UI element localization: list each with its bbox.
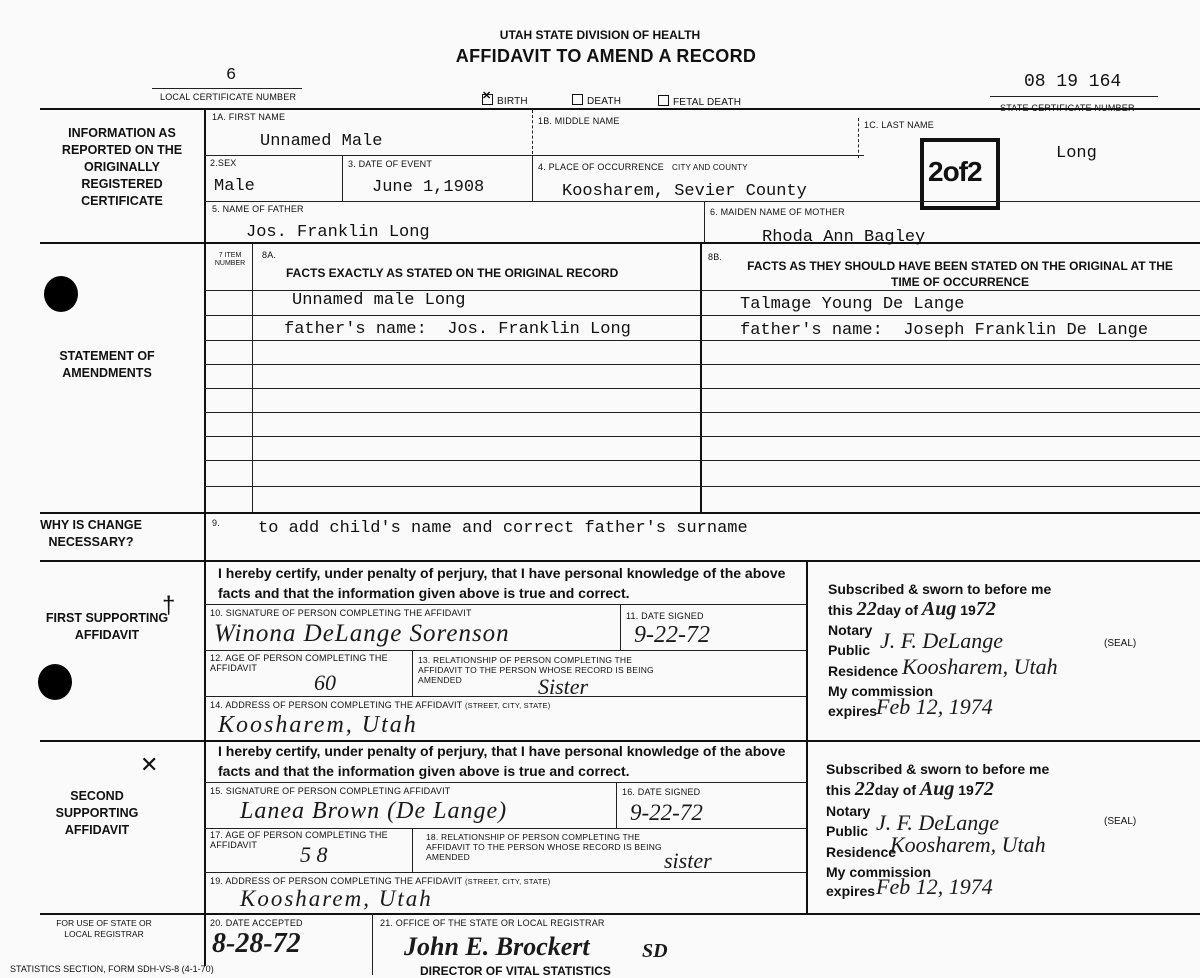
second-seal: (SEAL) xyxy=(1104,816,1137,827)
second-notary-sworn: Subscribed & sworn to before me xyxy=(826,761,1050,777)
second-residence-label: Residence xyxy=(826,844,897,860)
first-affidavit-section-label: FIRST SUPPORTING AFFIDAVIT xyxy=(45,611,169,642)
first-signature: Winona DeLange Sorenson xyxy=(214,620,510,647)
second-relationship: sister xyxy=(664,848,712,873)
second-address: Koosharem, Utah xyxy=(240,886,433,911)
amendment-row-1-original: Unnamed male Long xyxy=(292,291,466,310)
record-type-fetal-death[interactable]: FETAL DEATH xyxy=(658,95,741,108)
second-public-label: Public xyxy=(826,823,869,839)
page-stamp: 2of2 xyxy=(920,138,1000,210)
col-a-header: FACTS EXACTLY AS STATED ON THE ORIGINAL RECORD xyxy=(286,266,619,280)
col-b-header: FACTS AS THEY SHOULD HAVE BEEN STATED ON THE ORIGINAL AT THE TIME OF OCCURRENCE xyxy=(747,259,1173,289)
registrar-section-label: FOR USE OF STATE OR LOCAL REGISTRAR xyxy=(56,918,152,939)
local-cert-label: LOCAL CERTIFICATE NUMBER xyxy=(160,92,297,102)
first-name-value: Unnamed Male xyxy=(260,132,383,151)
item-number-label: 7 ITEM NUMBER xyxy=(214,252,246,267)
col-b-number: 8B. xyxy=(708,252,723,262)
first-address: Koosharem, Utah xyxy=(218,712,418,738)
registrar-signature: John E. Brockert xyxy=(404,932,590,961)
second-date-label: 16. DATE SIGNED xyxy=(622,787,701,797)
fetal-death-checkbox[interactable] xyxy=(658,95,669,106)
agency-name: UTAH STATE DIVISION OF HEALTH xyxy=(499,28,701,42)
first-notary-label: Notary xyxy=(828,622,873,638)
second-notary-label: Notary xyxy=(826,803,871,819)
second-notary-date: this 22day of Aug 1972 xyxy=(826,778,994,800)
first-name-label: 1A. FIRST NAME xyxy=(212,112,286,122)
first-notary-sworn: Subscribed & sworn to before me xyxy=(828,581,1052,597)
second-expires: Feb 12, 1974 xyxy=(876,874,993,899)
second-certify-text: I hereby certify, under penalty of perjury, that I have personal knowledge of the above facts and that the information given above is true and correct. xyxy=(218,743,786,779)
original-info-section-label: INFORMATION AS REPORTED ON THE ORIGINALLY REGISTERED CERTIFICATE xyxy=(61,126,183,208)
first-notary-date: this 22day of Aug 1972 xyxy=(828,598,996,620)
last-name-label: 1C. LAST NAME xyxy=(864,120,934,130)
first-signature-label: 10. SIGNATURE OF PERSON COMPLETING THE AFFIDAVIT xyxy=(210,608,472,618)
second-relationship-label: 18. RELATIONSHIP OF PERSON COMPLETING THE AFFIDAVIT TO THE PERSON WHOSE RECORD IS BEING AMENDED xyxy=(426,832,662,862)
punch-hole-bottom xyxy=(38,664,72,700)
second-date-signed: 9-22-72 xyxy=(630,800,703,825)
first-relationship: Sister xyxy=(538,674,589,699)
father-name-value: Jos. Franklin Long xyxy=(246,223,430,242)
reason-text: to add child's name and correct father's surname xyxy=(258,519,748,538)
registrar-office-label: 21. OFFICE OF THE STATE OR LOCAL REGISTRAR xyxy=(380,918,605,928)
record-type-birth[interactable]: ✕BIRTH xyxy=(482,94,528,107)
first-date-signed: 9-22-72 xyxy=(634,622,710,648)
punch-hole-top xyxy=(44,276,78,312)
first-relationship-label: 13. RELATIONSHIP OF PERSON COMPLETING THE AFFIDAVIT TO THE PERSON WHOSE RECORD IS BEING AMENDED xyxy=(418,655,654,685)
place-value: Koosharem, Sevier County xyxy=(562,182,807,201)
second-notary-signature: J. F. DeLange xyxy=(876,810,1000,835)
date-of-event-value: June 1,1908 xyxy=(372,178,485,197)
form-id: STATISTICS SECTION, FORM SDH-VS-8 (4-1-70) xyxy=(10,964,214,974)
second-residence: Koosharem, Utah xyxy=(890,832,1046,857)
first-residence-label: Residence xyxy=(828,663,899,679)
first-public-label: Public xyxy=(828,642,871,658)
state-cert-label: STATE CERTIFICATE NUMBER xyxy=(1000,103,1135,113)
place-label: 4. PLACE OF OCCURRENCE CITY AND COUNTY xyxy=(538,162,748,172)
second-age-label: 17. AGE OF PERSON COMPLETING THE AFFIDAVIT xyxy=(210,830,388,850)
second-expires-label: expires xyxy=(826,883,876,899)
form-title: AFFIDAVIT TO AMEND A RECORD xyxy=(455,46,757,66)
mother-name-value: Rhoda Ann Bagley xyxy=(762,228,926,247)
first-age-label: 12. AGE OF PERSON COMPLETING THE AFFIDAVIT xyxy=(210,653,388,673)
first-residence: Koosharem, Utah xyxy=(902,654,1058,679)
date-accepted-label: 20. DATE ACCEPTED xyxy=(210,918,303,928)
first-expires-label: expires xyxy=(828,703,878,719)
second-signature: Lanea Brown (De Lange) xyxy=(240,798,508,824)
first-seal: (SEAL) xyxy=(1104,638,1137,649)
second-age: 5 8 xyxy=(300,842,328,867)
state-cert-number: 08 19 164 xyxy=(1024,72,1122,92)
first-commission-label: My commission xyxy=(828,683,934,699)
mark-cross-1: † xyxy=(162,592,176,619)
mother-name-label: 6. MAIDEN NAME OF MOTHER xyxy=(710,207,845,217)
date-of-event-label: 3. DATE OF EVENT xyxy=(348,159,433,169)
registrar-title: DIRECTOR OF VITAL STATISTICS xyxy=(420,964,611,978)
date-accepted: 8-28-72 xyxy=(212,928,301,959)
first-date-label: 11. DATE SIGNED xyxy=(626,611,704,621)
second-commission-label: My commission xyxy=(826,864,932,880)
second-affidavit-section-label: SECOND SUPPORTING AFFIDAVIT xyxy=(55,789,139,837)
sex-value: Male xyxy=(214,177,255,196)
death-checkbox[interactable] xyxy=(572,94,583,105)
second-signature-label: 15. SIGNATURE OF PERSON COMPLETING AFFIDAVIT xyxy=(210,786,451,796)
reason-number: 9. xyxy=(212,518,220,528)
col-a-number: 8A. xyxy=(262,250,277,260)
first-notary-signature: J. F. DeLange xyxy=(880,628,1004,653)
first-expires: Feb 12, 1974 xyxy=(876,694,993,719)
reason-section-label: WHY IS CHANGE NECESSARY? xyxy=(40,518,142,549)
last-name-value: Long xyxy=(1056,144,1097,163)
amendment-row-2-corrected: father's name: Joseph Franklin De Lange xyxy=(740,321,1149,340)
first-age: 60 xyxy=(314,670,336,695)
local-cert-number: 6 xyxy=(226,66,237,85)
middle-name-label: 1B. MIDDLE NAME xyxy=(538,116,620,126)
first-certify-text: I hereby certify, under penalty of perjury, that I have personal knowledge of the above facts and that the information given above is true and correct. xyxy=(218,565,786,601)
second-address-label: 19. ADDRESS OF PERSON COMPLETING THE AFFIDAVIT (STREET, CITY, STATE) xyxy=(210,876,551,886)
first-address-label: 14. ADDRESS OF PERSON COMPLETING THE AFFIDAVIT (STREET, CITY, STATE) xyxy=(210,700,551,710)
father-name-label: 5. NAME OF FATHER xyxy=(212,204,304,214)
birth-checkbox[interactable] xyxy=(482,94,493,105)
sex-label: 2.SEX xyxy=(210,158,237,168)
amendment-row-2-original: father's name: Jos. Franklin Long xyxy=(284,320,631,339)
registrar-signature-suffix: SD xyxy=(642,940,668,962)
mark-cross-2: ✕ xyxy=(140,752,159,777)
record-type-death[interactable]: DEATH xyxy=(572,94,621,107)
amendments-section-label: STATEMENT OF AMENDMENTS xyxy=(59,349,155,380)
amendment-row-1-corrected: Talmage Young De Lange xyxy=(740,295,965,314)
